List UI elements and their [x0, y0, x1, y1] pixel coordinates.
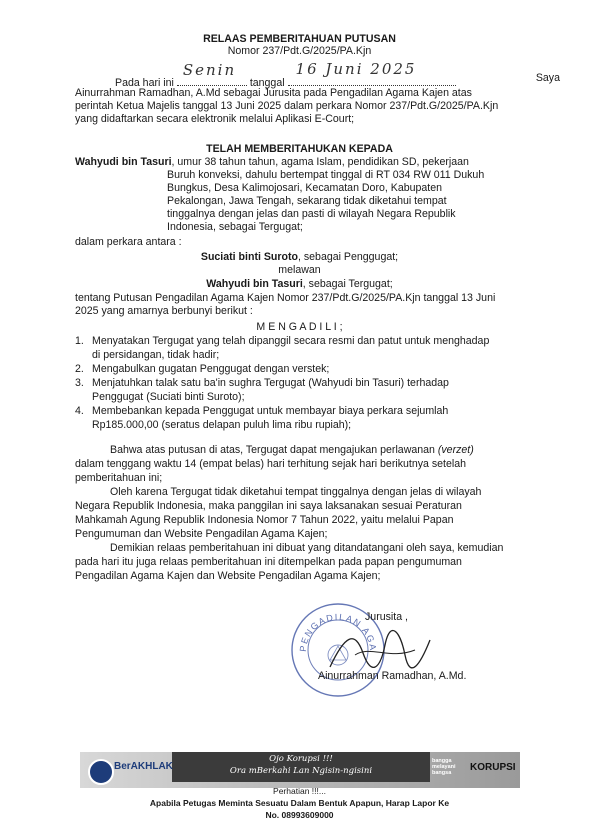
- berakhlak-logo-text: BerAKHLAK: [114, 761, 173, 772]
- verdict-item-cont: Rp185.000,00 (seratus delapan puluh lima ribu rupiah);: [92, 419, 352, 431]
- verdict-item-text: Mengabulkan gugatan Penggugat dengan verstek;: [92, 363, 330, 375]
- opening-text-c: Saya: [535, 72, 560, 84]
- berakhlak-logo-icon: [88, 759, 114, 785]
- closing-p1-line-3: pemberitahuan ini;: [75, 472, 163, 484]
- closing-p1-line-2: dalam tenggang waktu 14 (empat belas) hari terhitung sejak hari berikutnya setelah: [75, 458, 467, 470]
- plaintiff-name: Suciati binti Suroto: [200, 251, 298, 263]
- closing-p3-line-1: Demikian relaas pemberitahuan ini dibuat yang ditandatangani oleh saya, kemudian: [110, 542, 504, 554]
- case-intro: dalam perkara antara :: [75, 236, 182, 248]
- closing-p1-text: Bahwa atas putusan di atas, Tergugat dapat mengajukan perlawanan: [110, 444, 438, 456]
- day-handwritten: Senin: [182, 61, 237, 79]
- date-handwritten: 16 Juni 2025: [295, 60, 417, 78]
- anti-korupsi-logo: KORUPSI: [470, 762, 516, 773]
- defendant-name: Wahyudi bin Tasuri: [75, 156, 172, 168]
- verdict-item-cont: di persidangan, tidak hadir;: [92, 349, 220, 361]
- defendant-role: , sebagai Tergugat;: [302, 278, 393, 290]
- notice-line-1-rest: , umur 38 tahun tahun, agama Islam, pendidikan SD, pekerjaan: [171, 156, 469, 168]
- notice-line-5: tinggalnya dengan jelas dan pasti di wilayah Negara Republik: [167, 208, 456, 220]
- footer-notice-title: Perhatian !!!...: [273, 786, 326, 796]
- verdict-item: [0, 405, 599, 419]
- verdict-item-text: Menjatuhkan talak satu ba'in sughra Tergugat (Wahyudi bin Tasuri) terhadap: [92, 377, 449, 389]
- versus-label: melawan: [278, 264, 321, 276]
- bangga-melayani-logo: bangga melayani bangsa: [432, 758, 456, 776]
- verdict-item-number: 2.: [75, 363, 84, 375]
- closing-p1-line-1: [110, 444, 560, 457]
- document-title: RELAAS PEMBERITAHUAN PUTUSAN: [203, 33, 396, 45]
- notice-line-2: Buruh konveksi, dahulu bertempat tinggal di RT 034 RW 011 Dukuh: [167, 169, 485, 181]
- verdict-item: [0, 363, 599, 377]
- verdict-item-text: Menyatakan Tergugat yang telah dipanggil secara resmi dan patut untuk menghadap: [92, 335, 490, 347]
- date-field: [288, 60, 456, 86]
- opening-text-a: Pada hari ini: [115, 77, 174, 89]
- footer-notice-line-2: No. 08993609000: [265, 810, 334, 820]
- signature-scribble: [325, 625, 435, 675]
- day-field: [177, 61, 247, 86]
- footer-slogan-2: Ora mBerkahi Lan Ngisin-ngisini: [229, 766, 373, 776]
- signer-name: Ainurrahman Ramadhan, A.Md.: [318, 670, 467, 682]
- verdict-item-text: Membebankan kepada Penggugat untuk membayar biaya perkara sejumlah: [92, 405, 449, 417]
- closing-p2-line-1: Oleh karena Tergugat tidak diketahui tempat tinggalnya dengan jelas di wilayah: [110, 486, 482, 498]
- about-line-2: 2025 yang amarnya berbunyi berikut :: [75, 305, 253, 317]
- footer-notice-line-1: Apabila Petugas Meminta Sesuatu Dalam Bentuk Apapun, Harap Lapor Ke: [149, 798, 450, 808]
- notice-line-1: [75, 156, 565, 169]
- plaintiff-line: [0, 251, 599, 264]
- defendant-line: [0, 278, 599, 291]
- verdict-heading: M E N G A D I L I ;: [256, 321, 343, 333]
- closing-p3-line-3: Pengadilan Agama Kajen dan Website Pengadilan Agama Kajen;: [75, 570, 381, 582]
- signer-role: Jurusita ,: [365, 611, 408, 623]
- defendant-name-2: Wahyudi bin Tasuri: [206, 278, 303, 290]
- closing-p2-line-2: Negara Republik Indonesia, maka panggilan ini saya laksanakan sesuai Peraturan: [75, 500, 462, 512]
- opening-line-3: perintah Ketua Majelis tanggal 13 Juni 2025 dalam perkara Nomor 237/Pdt.G/2025/PA.Kjn: [75, 100, 499, 112]
- notice-line-3: Bungkus, Desa Kalimojosari, Kecamatan Doro, Kabupaten: [167, 182, 443, 194]
- closing-p2-line-4: Pengumuman dan Website Pengadilan Agama Kajen;: [75, 528, 328, 540]
- closing-p2-line-3: Mahkamah Agung Republik Indonesia Nomor 7 Tahun 2022, yaitu melalui Papan: [75, 514, 454, 526]
- stamp-text: PENGADILAN AGA: [297, 611, 379, 653]
- about-line-1: tentang Putusan Pengadilan Agama Kajen Nomor 237/Pdt.G/2025/PA.Kjn tanggal 13 Juni: [75, 292, 496, 304]
- notice-line-6: Indonesia, sebagai Tergugat;: [167, 221, 303, 233]
- opening-line-2: Ainurrahman Ramadhan, A.Md sebagai Jurusita pada Pengadilan Agama Kajen atas: [75, 87, 472, 99]
- verdict-item-number: 3.: [75, 377, 84, 389]
- document-number: Nomor 237/Pdt.G/2025/PA.Kjn: [227, 45, 372, 57]
- verdict-item: [0, 335, 599, 349]
- signature-icon: [325, 625, 435, 675]
- opening-text-b: tanggal: [249, 77, 285, 89]
- closing-p3-line-2: pada hari itu juga relaas pemberitahuan ini ditempelkan pada papan pengumuman: [75, 556, 462, 568]
- opening-line-4: yang didaftarkan secara elektronik melalui Aplikasi E-Court;: [75, 113, 355, 125]
- verdict-item-number: 1.: [75, 335, 84, 347]
- footer-slogan-1: Ojo Korupsi !!!: [269, 754, 333, 764]
- verdict-item-number: 4.: [75, 405, 84, 417]
- verdict-item-cont: Penggugat (Suciati binti Suroto);: [92, 391, 245, 403]
- notice-heading: TELAH MEMBERITAHUKAN KEPADA: [206, 143, 393, 155]
- verdict-item: [0, 377, 599, 391]
- notice-line-4: Pekalongan, Jawa Tengah, sekarang tidak diketahui tempat: [167, 195, 447, 207]
- closing-p1-verzet: (verzet): [437, 444, 474, 456]
- plaintiff-role: , sebagai Penggugat;: [297, 251, 399, 263]
